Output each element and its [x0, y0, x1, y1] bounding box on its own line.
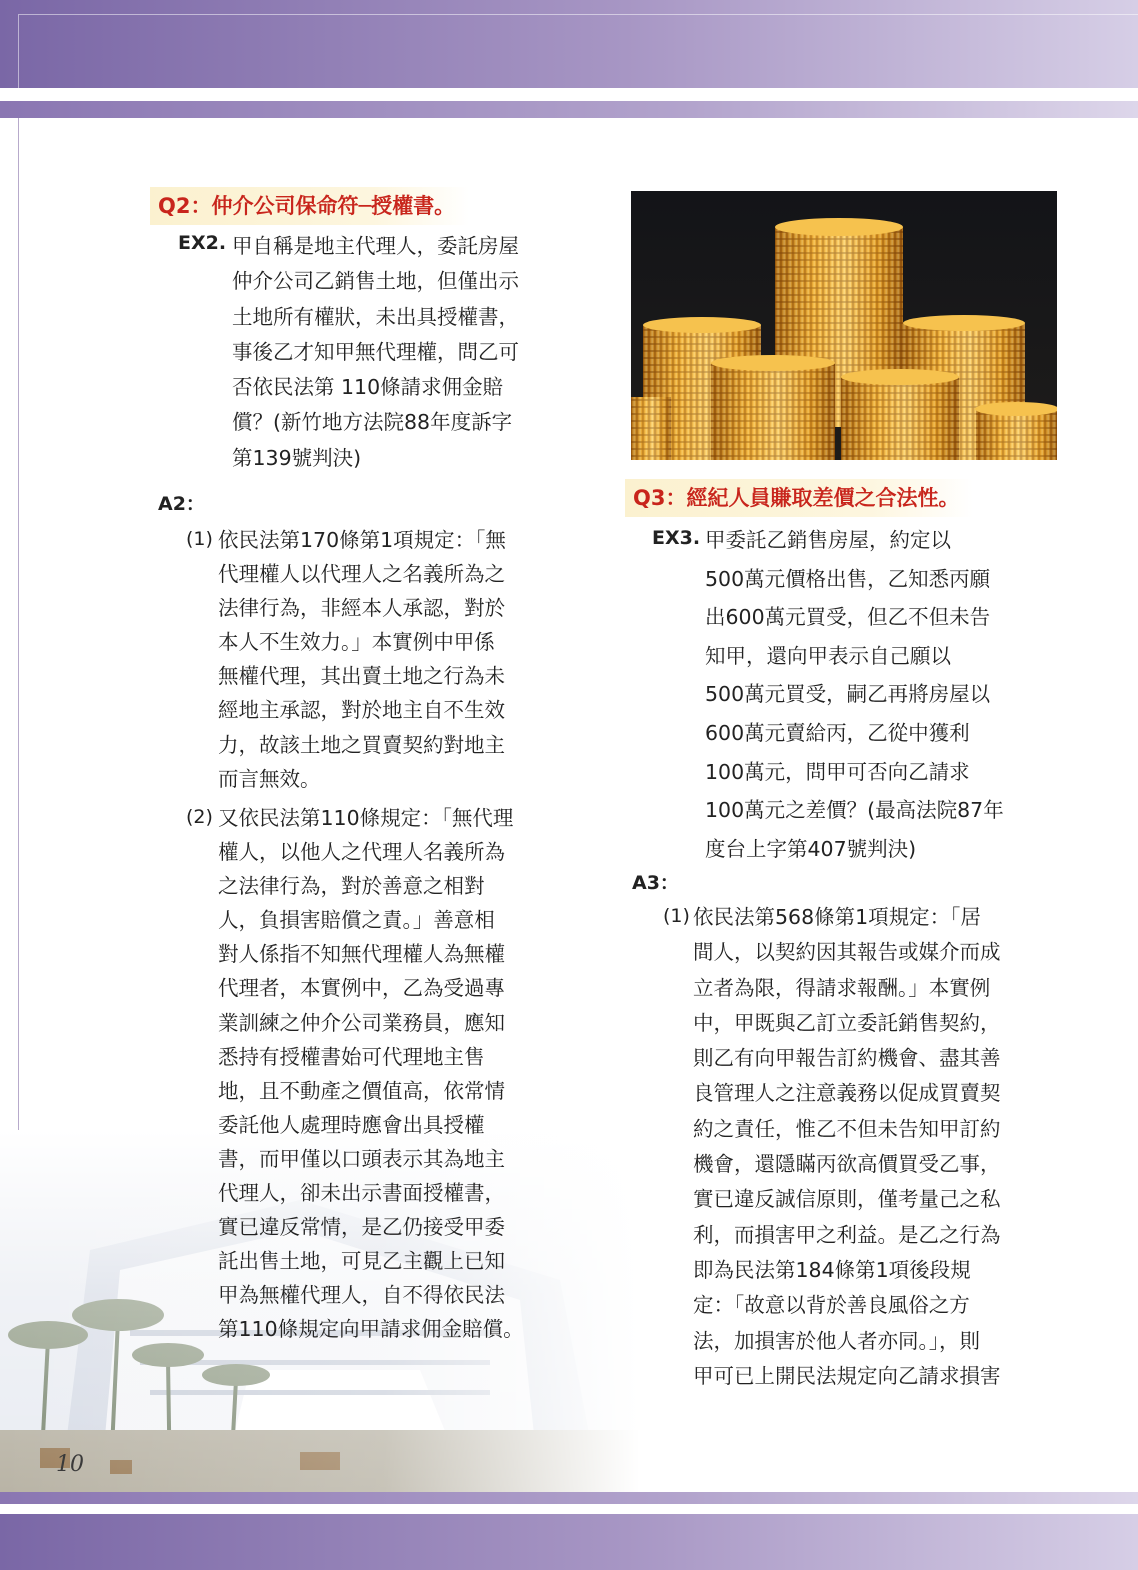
- gold-coins-photo: [631, 191, 1057, 460]
- q2-heading: [150, 187, 469, 225]
- a2-label: A2：: [158, 493, 205, 515]
- a3-item-1-line: 則乙有向甲報告訂約機會、盡其善: [693, 1046, 1001, 1071]
- a3-item-1-line: 實已違反誠信原則，僅考量己之私: [693, 1187, 1001, 1212]
- ex2-line: 土地所有權狀，未出具授權書，: [232, 304, 519, 329]
- ex3-text: [705, 521, 1004, 868]
- a2-item-2-text: [218, 801, 524, 1347]
- a3-item-1-line: 法，加損害於他人者亦同。」，則: [693, 1328, 980, 1353]
- a2-item-2-line: 代理人，卻未出示書面授權書，: [218, 1181, 505, 1206]
- a2-item-1-number: (1): [186, 528, 213, 550]
- ex3-label: EX3.: [652, 527, 701, 549]
- a2-item-2-line: 又依民法第110條規定：「無代理: [218, 806, 514, 830]
- footer-band: [0, 1514, 1138, 1570]
- ex3-line: 出600萬元買受，但乙不但未告: [705, 605, 991, 630]
- footer-stripe: [0, 1492, 1138, 1504]
- a2-item-2-line: 委託他人處理時應會出具授權: [218, 1112, 485, 1137]
- ex2-line: 償？(新竹地方法院88年度訴字: [232, 410, 513, 435]
- a2-item-2-line: 地，且不動產之價值高，依常情: [218, 1078, 505, 1103]
- a3-label: A3：: [632, 872, 679, 894]
- ex2-line: 仲介公司乙銷售土地，但僅出示: [232, 269, 519, 294]
- a2-item-2-line: 代理者，本實例中，乙為受過專: [218, 976, 505, 1001]
- q2-heading-period: 。: [434, 194, 456, 218]
- a3-item-1-line: 良管理人之注意義務以促成買賣契: [693, 1081, 1001, 1106]
- q2-heading-text: Q2：仲介公司保命符─授權書: [158, 194, 435, 218]
- a3-item-1-line: 機會，還隱瞞丙欲高價買受乙事，: [693, 1152, 1001, 1177]
- a2-item-1-text: [218, 523, 506, 796]
- a2-item-2-line: 權人，以他人之代理人名義所為: [218, 840, 505, 865]
- a2-item-2-line: 業訓練之仲介公司業務員，應知: [218, 1010, 505, 1035]
- a2-item-2-line: 之法律行為，對於善意之相對: [218, 874, 485, 899]
- a2-item-2-line: 實已違反常情，是乙仍接受甲委: [218, 1215, 505, 1240]
- a3-item-1-line: 定：「故意以背於善良風俗之方: [693, 1293, 970, 1318]
- ex2-line: 否依民法第 110條請求佣金賠: [232, 375, 504, 400]
- ex2-line: 第139號判決): [232, 445, 362, 470]
- a2-item-1-line: 無權代理，其出賣土地之行為未: [218, 664, 505, 689]
- a2-item-2-number: (2): [186, 806, 213, 828]
- ex3-line: 500萬元價格出售，乙知悉丙願: [705, 566, 991, 591]
- a3-item-1-line: 甲可已上開民法規定向乙請求損害: [693, 1363, 1001, 1388]
- a3-item-1-line: 約之責任，惟乙不但未告知甲訂約: [693, 1116, 1001, 1141]
- ex3-line: 600萬元賣給丙，乙從中獲利: [705, 720, 970, 745]
- header-band-frame: [18, 14, 1138, 89]
- ex2-label: EX2.: [178, 232, 227, 254]
- a2-item-2-line: 託出售土地，可見乙主觀上已知: [218, 1249, 505, 1274]
- a2-item-1-line: 代理權人以代理人之名義所為之: [218, 562, 505, 587]
- a3-item-1-line: 中，甲既與乙訂立委託銷售契約，: [693, 1010, 1001, 1035]
- ex3-line: 度台上字第407號判決): [705, 836, 917, 861]
- ex2-line: 事後乙才知甲無代理權，問乙可: [232, 339, 519, 364]
- a3-item-1-line: 間人，以契約因其報告或媒介而成: [693, 940, 1001, 965]
- header-band: [0, 0, 1138, 88]
- a2-item-2-line: 甲為無權代理人，自不得依民法: [218, 1283, 505, 1308]
- a3-item-1-line: 依民法第568條第1項規定：「居: [693, 905, 981, 929]
- a2-item-2-line: 第110條規定向甲請求佣金賠償。: [218, 1317, 524, 1342]
- ex2-text: [232, 229, 519, 476]
- a3-item-1-line: 即為民法第184條第1項後段規: [693, 1257, 971, 1282]
- ex3-line: 甲委託乙銷售房屋，約定以: [705, 528, 951, 552]
- a2-item-2-line: 書，而甲僅以口頭表示其為地主: [218, 1146, 505, 1171]
- q3-heading-text: Q3：經紀人員賺取差價之合法性: [633, 486, 939, 510]
- a2-item-1-line: 法律行為，非經本人承認，對於: [218, 596, 505, 621]
- a2-item-1-line: 依民法第170條第1項規定：「無: [218, 528, 506, 552]
- a3-item-1-line: 立者為限，得請求報酬。」本實例: [693, 975, 991, 1000]
- ex3-line: 500萬元買受，嗣乙再將房屋以: [705, 682, 991, 707]
- a3-item-1-text: [693, 900, 1001, 1394]
- a3-item-1-line: 利，而損害甲之利益。是乙之行為: [693, 1222, 1001, 1247]
- a2-item-1-line: 而言無效。: [218, 766, 321, 791]
- header-stripe: [0, 101, 1138, 118]
- page-number: 10: [56, 1452, 84, 1477]
- a3-item-1-number: (1): [663, 905, 690, 927]
- a2-item-2-line: 悉持有授權書始可代理地主售: [218, 1044, 485, 1069]
- ex3-line: 知甲，還向甲表示自己願以: [705, 643, 951, 668]
- q3-heading-period: 。: [938, 486, 960, 510]
- ex3-line: 100萬元之差價？(最高法院87年: [705, 798, 1004, 823]
- a2-item-1-line: 力，故該土地之買賣契約對地主: [218, 732, 505, 757]
- a2-item-1-line: 本人不生效力。」本實例中甲係: [218, 630, 495, 655]
- ex2-line: 甲自稱是地主代理人，委託房屋: [232, 234, 519, 258]
- a2-item-2-line: 人，負損害賠償之責。」善意相: [218, 908, 495, 933]
- a2-item-2-line: 對人係指不知無代理權人為無權: [218, 942, 505, 967]
- a2-item-1-line: 經地主承認，對於地主自不生效: [218, 698, 505, 723]
- ex3-line: 100萬元，問甲可否向乙請求: [705, 759, 970, 784]
- q3-heading: [625, 479, 973, 517]
